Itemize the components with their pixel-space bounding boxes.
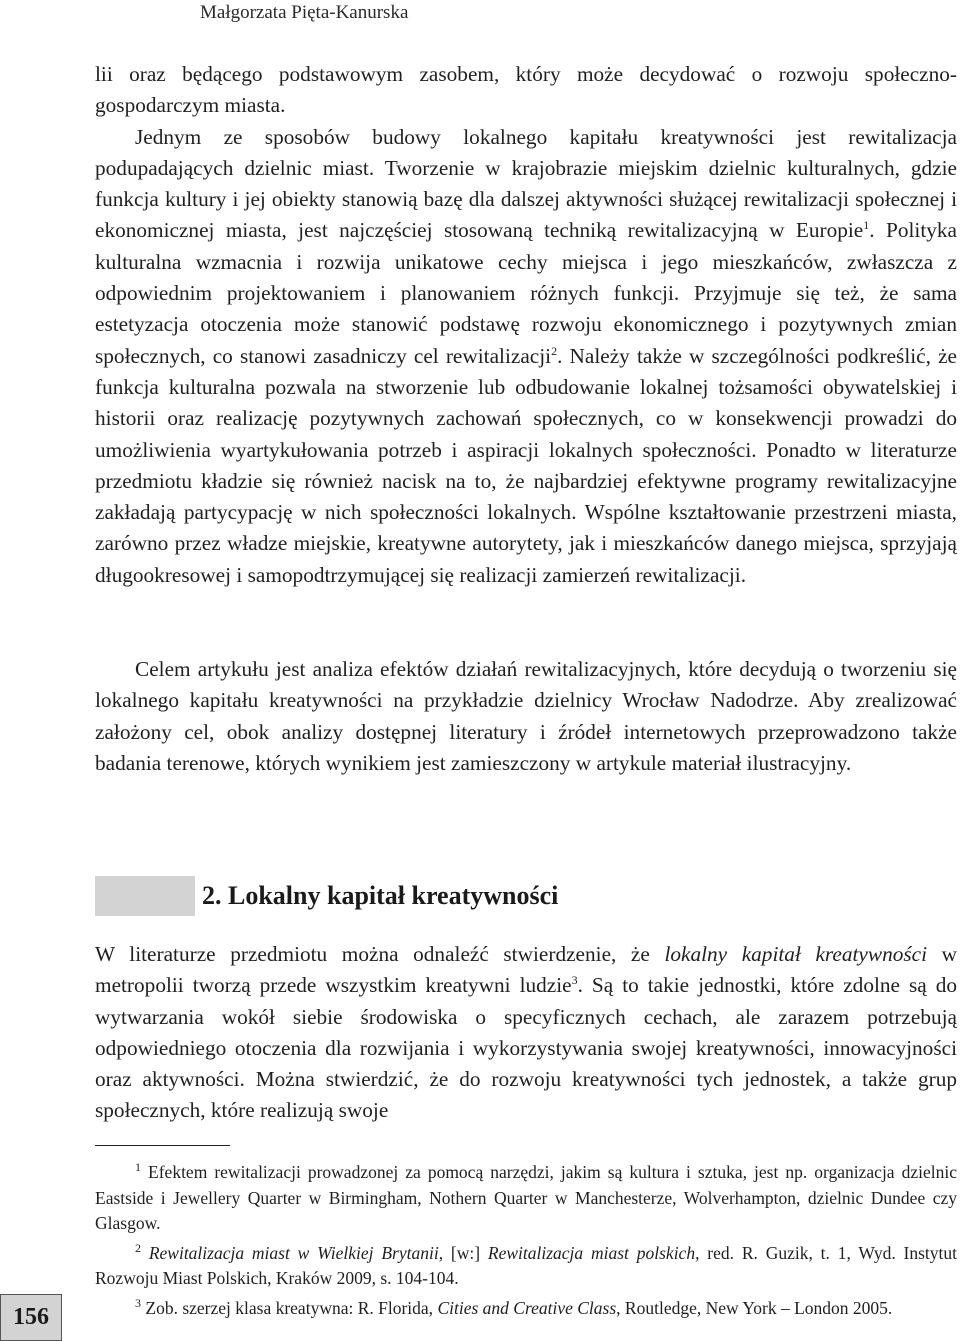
footnotes (95, 1160, 957, 1325)
text-run: Jednym ze sposobów budowy lokalnego kapitału kreatywności jest rewitalizacja podupadających dzielnic miast. Tworzenie w krajobrazie miejskim dzielnic kulturalnych, gdzie funkcja kultury i jej obiekty stanowią bazę dla dalszej aktywności służącej rewitalizacji społecznej i ekonomicznej miasta, jest najczęściej stosowaną techniką rewitalizacyjną w Europie (95, 124, 957, 243)
paragraph-aim (95, 654, 957, 779)
paragraph-continuation: lii oraz będącego podstawowym zasobem, który może decydować o rozwoju społeczno-gospodarczym miasta. (95, 62, 957, 118)
italic-term: lokalny kapitał kreatywności (664, 942, 928, 966)
footnote-italic: Cities and Creative Class (437, 1297, 617, 1318)
text-run: . Są to takie jednostki, które zdolne są do wytwarzania wokół siebie środowiska o specyficznych cechach, ale zarazem potrzebują odpowiedniego otoczenia dla rozwijania i wykorzystywania swojej kreatywności, innowacyjności oraz aktywności. Można stwierdzić, że do rozwoju kreatywności tych jednostek, a także grup społecznych, które realizują swoje (95, 973, 957, 1123)
footnote-text: Efektem rewitalizacji prowadzonej za pomocą narzędzi, jakim są kultura i sztuka, jest np. organizacja dzielnic Eastside i Jewellery Quarter w Birmingham, Nothern Quarter w Manchesterze, Wolverhampton, dzielnic Dundee czy Glasgow. (95, 1162, 957, 1233)
paragraph-aim-text: Celem artykułu jest analiza efektów działań rewitalizacyjnych, które decydują o tworzeniu się lokalnego kapitału kreatywności na przykładzie dzielnicy Wrocław Nadodrze. Aby zrealizować założony cel, obok analizy dostępnej literatury i źródeł internetowych przeprowadzono także badania terenowe, których wynikiem jest zamieszczony w artykule materiał ilustracyjny. (95, 657, 957, 775)
footnote-1 (95, 1160, 957, 1237)
footnote-number: 2 (135, 1240, 141, 1255)
footnote-text: , Routledge, New York – London 2005. (616, 1297, 893, 1318)
footnote-separator (95, 1145, 230, 1146)
paragraph-intro (95, 59, 957, 591)
footnote-2 (95, 1241, 957, 1292)
footnote-number: 1 (135, 1160, 141, 1175)
footnote-ref-2[interactable]: 2 (551, 343, 558, 358)
footnote-ref-3[interactable]: 3 (571, 973, 578, 988)
footnote-italic: Rewitalizacja miast polskich (487, 1242, 696, 1263)
footnote-text: , red. R. Guzik, t. 1, Wyd. Instytut Rozwoju Miast Polskich, Kraków 2009, s. 104-104. (95, 1242, 958, 1288)
section-marker-bar (95, 876, 195, 916)
section-heading: 2. Lokalny kapitał kreatywności (202, 881, 559, 910)
footnote-ref-1[interactable]: 1 (863, 218, 870, 233)
footnote-number: 3 (135, 1295, 141, 1310)
paragraph-section-2 (95, 939, 957, 1127)
text-run: w metropolii tworzą przede wszystkim kreatywni ludzie (95, 942, 957, 998)
running-header-author: Małgorzata Pięta-Kanurska (200, 2, 409, 23)
footnote-italic: Rewitalizacja miast w Wielkiej Brytanii, (148, 1242, 444, 1263)
text-run: W literaturze przedmiotu można odnaleźć stwierdzenie, że (95, 942, 665, 966)
footnote-text: [w:] (443, 1242, 488, 1263)
paragraph-section-2-text (95, 939, 957, 1127)
text-run: . Należy także w szczególności podkreślić, że funkcja kulturalna pozwala na stworzenie lub odbudowanie lokalnej tożsamości obywatelskiej i historii oraz realizację pozytywnych zachowań społecznych, co w konsekwencji prowadzi do umożliwienia wyartykułowania potrzeb i aspiracji lokalnych społeczności. Ponadto w literaturze przedmiotu kładzie się również nacisk na to, że najbardziej efektywne programy rewitalizacyjne zakładają partycypację w nich społeczności lokalnych. Wspólne kształtowanie przestrzeni miasta, zarówno przez władze miejskie, kreatywne autorytety, jak i mieszkańców danego miejsca, sprzyjają długookresowej i samopodtrzymującej się realizacji zamierzeń rewitalizacji. (95, 343, 957, 587)
text-run: . Polityka kulturalna wzmacnia i rozwija unikatowe cechy miejsca i jego mieszkańców, zwłaszcza z odpowiednim projektowaniem i planowaniem różnych funkcji. Przyjmuje się też, że sama estetyzacja otoczenia może stanowić podstawę rozwoju ekonomicznego i pozytywnych zmian społecznych, co stanowi zasadniczy cel rewitalizacji (95, 218, 957, 368)
footnote-text: Zob. szerzej klasa kreatywna: R. Florida, (145, 1297, 438, 1318)
footnote-3 (95, 1296, 957, 1322)
page-number: 156 (0, 1294, 62, 1341)
paragraph-revitalization (95, 122, 957, 591)
